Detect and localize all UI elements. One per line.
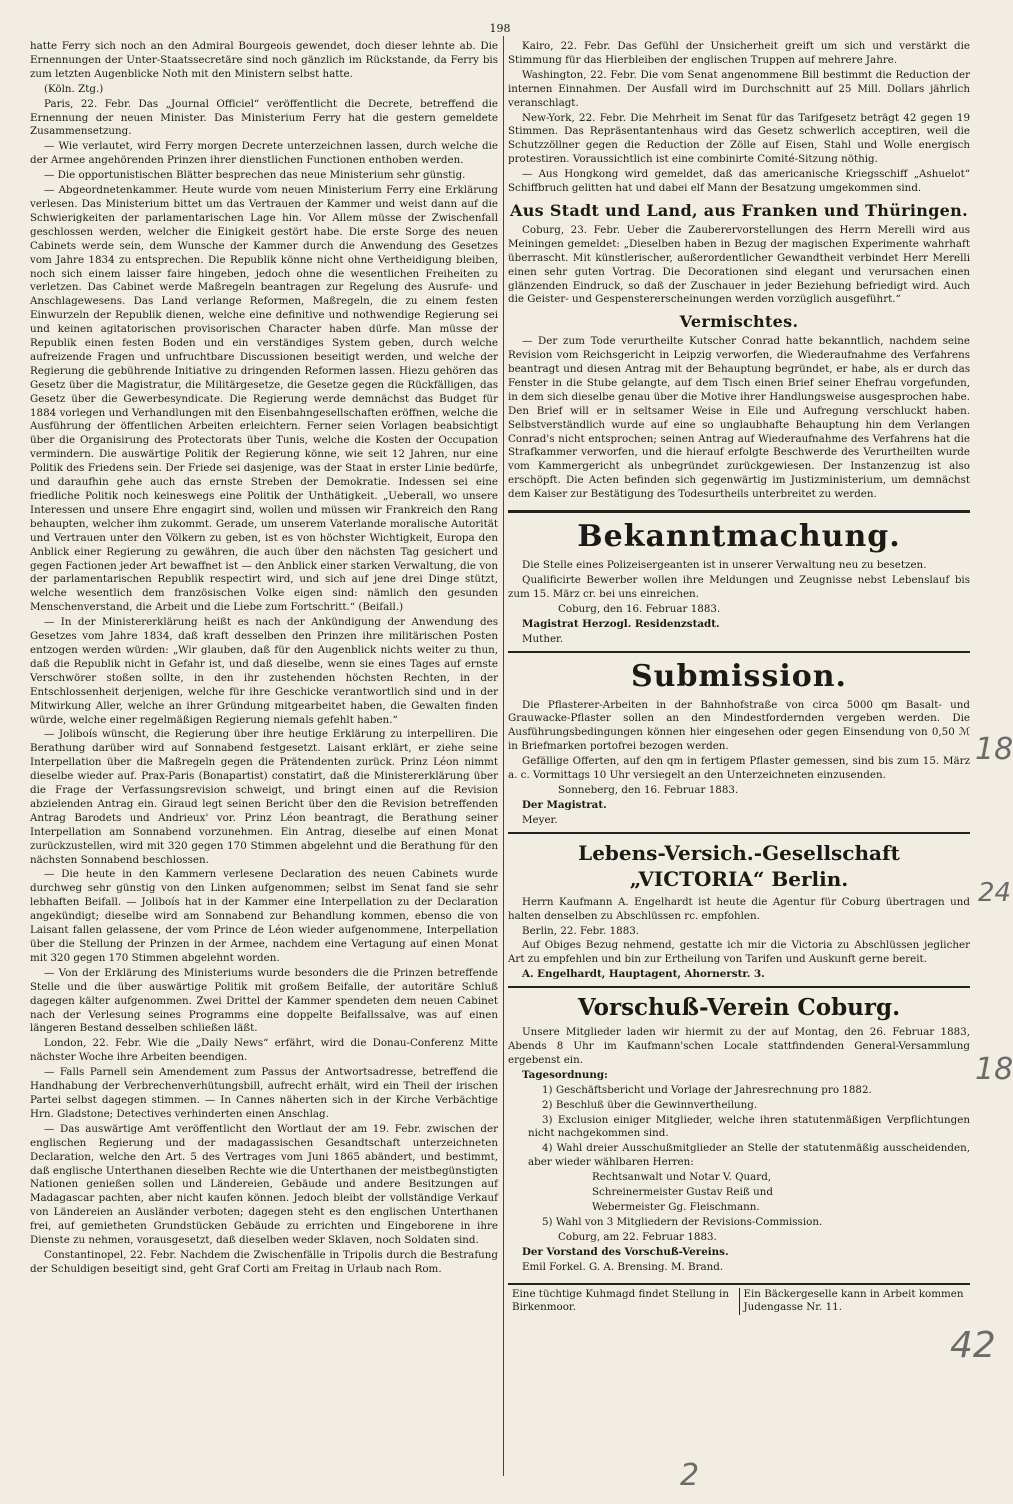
article-paragraph: London, 22. Febr. Wie die „Daily News“ erfährt, wird die Donau-Conferenz Mitte nächster Woche ihre Arbeiten beendigen. [30,1037,498,1064]
announcement-text: Qualificirte Bewerber wollen ihre Meldungen und Zeugnisse nebst Lebenslauf bis zum 15. März cr. bei uns einreichen. [508,574,970,600]
credit-union-place-date: Coburg, am 22. Februar 1883. [558,1230,717,1243]
classified-ads [508,1283,970,1316]
submission-place-date: Sonneberg, den 16. Februar 1883. [558,783,739,796]
left-column [30,40,498,1474]
agenda-subitem: Rechtsanwalt und Notar V. Quard, [592,1171,772,1184]
agenda-item: 1) Geschäftsbericht und Vorlage der Jahresrechnung pro 1882. [542,1083,872,1096]
credit-union-signature: Der Vorstand des Vorschuß-Vereins. [522,1245,729,1258]
misc-paragraph: — Der zum Tode verurtheilte Kutscher Conrad hatte bekanntlich, nachdem seine Revision vom Reichsgericht in Leipzig verworfen, die Wiederaufnahme des Verfahrens beantragt und diesen Antrag mit der Behauptung begründet, er habe, als er durch das Fenster in die Stube gelangte, auf dem Tisch einen Brief seiner Ehefrau vorgefunden, in dem sich dieselbe genau über die Motive ihrer Handlungsweise ausgesprochen habe. Den Brief will er in seltsamer Weise in Eile und Aufregung verschluckt haben. Selbstverständlich wurde auf eine so unglaubhafte Behauptung hin dem Verlangen Conrad's nicht entsprochen; seinen Antrag auf Wiederaufnahme des Verfahrens hat die Strafkammer verworfen, und die hierauf erfolgte Beschwerde des Verurtheilten wurde vom Kammergericht als unbegründet zurückgewiesen. Der Instanzenzug ist also erschöpft. Die Acten befinden sich gegenwärtig im Justizministerium, um demnächst dem Kaiser zur Bestätigung des Todesurtheils unterbreitet zu werden. [508,335,970,501]
insurance-text: Auf Obiges Bezug nehmend, gestatte ich mir die Victoria zu Abschlüssen jeglicher Art zu empfehlen und bin zur Ertheilung von Tarifen und Auskunft gerne bereit. [508,939,970,966]
agenda-subitem: Schreinermeister Gustav Reiß und [592,1186,773,1199]
classified-ad: Eine tüchtige Kuhmagd findet Stellung in Birkenmoor. [512,1287,729,1314]
article-paragraph: — Die heute in den Kammern verlesene Declaration des neuen Cabinets wurde durchweg sehr günstig von den Linken aufgenommen; selbst im Senat fand sie sehr lebhaften Beifall. — Joliboís hat in der Kammer eine Interpellation zu der Declaration angekündigt; dieselbe wird am Sonnabend zur Behandlung kommen, ebenso die von Laisant fallen gelassene, der vom Prince de Léon wieder aufgenommene, Interpellation über die Stellung der Prinzen in der Armee, nachdem eine Vertagung auf einen Monat mit 320 gegen 170 Stimmen abgelehnt worden. [30,868,498,964]
insurance-signature: A. Engelhardt, Hauptagent, Ahornerstr. 3. [522,968,765,981]
section-heading-miscellaneous: Vermischtes. [679,312,799,332]
article-paragraph: hatte Ferry sich noch an den Admiral Bourgeois gewendet, doch dieser lehnte ab. Die Ernennungen der Unter-Staatssecretäre sind noch gänzlich im Rückstande, da Ferry bis zum letzten Augenblicke Noth mit den Ministern selbst hatte. [30,40,498,80]
submission-text: Gefällige Offerten, auf den qm in fertigem Pflaster gemessen, sind bis zum 15. März a. c. Vormittags 10 Uhr versiegelt an den Unterzeichneten einzusenden. [508,755,970,782]
insurance-text: Herrn Kaufmann A. Engelhardt ist heute die Agentur für Coburg übertragen und halten denselben zu Abschlüssen rc. empfohlen. [508,895,970,922]
credit-union-ad [508,986,970,1278]
agenda-item: 5) Wahl von 3 Mitgliedern der Revisions-Commission. [542,1215,823,1228]
page-number: 198 [489,22,511,35]
news-paragraph: Washington, 22. Febr. Die vom Senat angenommene Bill bestimmt die Reduction der internen Einnahmen. Der Ausfall wird im Durchschnitt auf 25 Mill. Dollars jährlich veranschlagt. [508,68,970,109]
submission-text: Die Pflasterer-Arbeiten in der Bahnhofstraße von circa 5000 qm Basalt- und Grauwacke-Pflaster sollen an den Mindestfordernden vergeben werden. Die Ausführungsbedingungen können hier eingesehen oder gegen Einsendung von 0,50 ℳ in Briefmarken portofrei bezogen werden. [508,698,970,753]
news-paragraph: Kairo, 22. Febr. Das Gefühl der Unsicherheit greift um sich und verstärkt die Stimmung für das Hierbleiben der englischen Truppen auf mehrere Jahre. [508,40,970,66]
pencil-margin-mark: 2 [680,1458,700,1493]
article-paragraph: — Von der Erklärung des Ministeriums wurde besonders die die Prinzen betreffende Stelle und die über auswärtige Politik mit großem Beifalle, der autoritäre Schluß dagegen kälter aufgenommen. Zwei Drittel der Kammer spendeten dem neuen Cabinet nach der Verlesung seines Programms eine doppelte Beifallssalve, was auf einen längeren Bestand desselben schließen läßt. [30,966,498,1035]
insurance-title: Lebens-Versich.-Gesellschaft „VICTORIA“ Berlin. [578,840,900,891]
article-paragraph: Paris, 22. Febr. Das „Journal Officiel“ veröffentlicht die Decrete, betreffend die Ernennung der neuen Minister. Das Ministerium Ferry hat die gestern gemeldete Zusammensetzung. [30,97,498,138]
announcement-text: Die Stelle eines Polizeisergeanten ist in unserer Verwaltung neu zu besetzen. [522,559,927,572]
credit-union-title: Vorschuß-Verein Coburg. [577,994,901,1022]
article-paragraph: — Die opportunistischen Blätter besprechen das neue Ministerium sehr günstig. [44,169,466,182]
insurance-place-date: Berlin, 22. Febr. 1883. [522,924,640,937]
agenda-item: 3) Exclusion einiger Mitglieder, welche ihren statutenmäßigen Verpflichtungen nicht nachgekommen sind. [528,1113,970,1140]
announcement-ad [508,510,970,650]
source-credit: (Köln. Ztg.) [44,82,104,95]
submission-ad [508,651,970,832]
news-paragraph: — Aus Hongkong wird gemeldet, daß das americanische Kriegsschiff „Ashuelot“ Schiffbruch gelitten hat und dabei elf Mann der Besatzung umgekommen sind. [508,168,970,195]
agenda-item: 4) Wahl dreier Ausschußmitglieder an Stelle der statutenmäßig ausscheidenden, aber wieder wählbaren Herren: [528,1142,970,1169]
pencil-margin-mark: 18 [975,1052,1013,1087]
announcement-signer: Muther. [522,632,564,645]
local-news-paragraph: Coburg, 23. Febr. Ueber die Zauberervorstellungen des Herrn Merelli wird aus Meiningen gemeldet: „Dieselben haben in Bezug der magischen Experimente wahrhaft überrascht. Mit künstlerischer, außerordentlicher Gewandtheit verbindet Herr Merelli einen sehr guten Vortrag. Die Decorationen sind elegant und verursachen einen glänzenden Eindruck, so daß der Zuschauer in jeder Beziehung befriedigt wird. Auch die Geister- und Gespenstererscheinungen werden vorzüglich ausgeführt.“ [508,223,970,306]
news-paragraph: New-York, 22. Febr. Die Mehrheit im Senat für das Tarifgesetz beträgt 42 gegen 19 Stimmen. Das Repräsentantenhaus wird das Gesetz schwerlich acceptiren, weil die Schutzzöllner gegen die Reduction der Zölle auf Eisen, Stahl und Wolle energisch protestiren. Voraussichtlich ist eine combinirte Comité-Sitzung nöthig. [508,111,970,166]
pencil-margin-mark: 42 [950,1325,996,1366]
announcement-signature: Magistrat Herzogl. Residenzstadt. [522,617,720,630]
pencil-margin-mark: 24 [978,878,1012,908]
credit-union-intro: Unsere Mitglieder laden wir hiermit zu der auf Montag, den 26. Februar 1883, Abends 8 Uhr im Kaufmann'schen Locale stattfindenden General-Versammlung ergebenst ein. [508,1026,970,1066]
column-divider [503,36,504,1476]
article-paragraph: Constantinopel, 22. Febr. Nachdem die Zwischenfälle in Tripolis durch die Bestrafung der Schuldigen beseitigt sind, geht Graf Corti am Freitag in Urlaub nach Rom. [30,1248,498,1275]
agenda-title: Tagesordnung: [522,1068,608,1081]
article-paragraph: — Wie verlautet, wird Ferry morgen Decrete unterzeichnen lassen, durch welche die der Armee angehörenden Prinzen ihrer dienstlichen Functionen enthoben werden. [30,140,498,167]
section-heading-local-news: Aus Stadt und Land, aus Franken und Thüringen. [510,200,968,220]
classified-ad: Ein Bäckergeselle kann in Arbeit kommen Judengasse Nr. 11. [739,1288,971,1316]
article-paragraph: — In der Ministererklärung heißt es nach der Ankündigung der Anwendung des Gesetzes vom Jahre 1834, daß kraft desselben den Prinzen ihre militärischen Posten entzogen werden würden: „Wir glauben, daß für den Augenblick nichts weiter zu thun, daß die Republik nicht in Gefahr ist, und daß dieselbe, wenn sie eines Tages auf ernste Verschwörer stoßen sollte, in den ihr zustehenden höchsten Rechten, in der Entschlossenheit derjenigen, welche für ihre Geschicke verantwortlich sind und in der Mitwirkung Aller, welche an ihrer Gründung mitgearbeitet haben, die Gewalten finden würde, welche einer regelmäßigen Regierung niemals gefehlt haben.“ [30,616,498,726]
right-column [508,40,970,1474]
announcement-place-date: Coburg, den 16. Februar 1883. [558,602,721,615]
announcement-title: Bekanntmachung. [577,519,901,555]
submission-title: Submission. [630,658,848,694]
article-paragraph: — Das auswärtige Amt veröffentlicht den Wortlaut der am 19. Febr. zwischen der englischen Regierung und der madagassischen Gesandtschaft unterzeichneten Declaration, welche den Art. 5 des Vertrages vom Juni 1865 abändert, und bestimmt, daß englische Unterthanen dieselben Rechte wie die Unterthanen der meistbegünstigten Nationen genießen sollen und Ländereien, Gebäude und andere Besitzungen auf Madagascar pachten, aber nicht kaufen können. Jedoch bleibt der vollständige Verkauf von Ländereien an Ausländer verboten; dagegen steht es den englischen Unterthanen frei, auf gemietheten Grundstücken Gebäude zu errichten und Eingeborene in ihre Dienste zu nehmen, vorausgesetzt, daß dieselben weder Sklaven, noch Soldaten sind. [30,1122,498,1247]
insurance-ad [508,832,970,986]
agenda-item: 2) Beschluß über die Gewinnvertheilung. [542,1098,758,1111]
submission-signer: Meyer. [522,813,558,826]
agenda-subitem: Webermeister Gg. Fleischmann. [592,1201,760,1213]
article-paragraph: — Abgeordnetenkammer. Heute wurde vom neuen Ministerium Ferry eine Erklärung verlesen. Das Ministerium bittet um das Vertrauen der Kammer und weist dann auf die Schwierigkeiten der parlamentarischen Lage hin. Vor Allem müsse der Zwischenfall geschlossen werden, welcher die Einigkeit gestört habe. Die erste Sorge des neuen Cabinets werde sein, dem Wunsche der Kammer durch die Anwendung des Gesetzes vom Jahre 1834 zu entsprechen. Die Republik könne nicht ohne Vertheidigung bleiben, noch sich einem laisser faire hingeben, jedoch ohne die wesentlichen Freiheiten zu verletzen. Das Cabinet werde Maßregeln beantragen zur Regelung des Ausrufe- und Anschlagewesens. Das Land verlange Reformen, Maßregeln, die zu einem festen Einwurzeln der Republik dienen, welche eine definitive und nothwendige Regierung sei und keinen agitatorischen provisorischen Character haben dürfe. Man müsse der Republik einen festen Boden und ein verständiges System geben, durch welche aufreizende Fragen und unfruchtbare Discussionen beseitigt werden, und welche der Regierung die gebührende Initiative zu dringenden Reformen lassen. Hiezu gehören das Gesetz über die Magistratur, die Militärgesetze, die Gesetze gegen die Rückfälligen, das Gesetz über die Gewerbesyndicate. Die Regierung werde demnächst das Budget für 1884 vorlegen und Verhandlungen mit den Eisenbahngesellschaften eröffnen, welche die Ausführung der öffentlichen Arbeiten erleichtern. Ferner seien Vorlagen beabsichtigt über die Organisirung des Protectorats über Tunis, welche die Kosten der Occupation vermindern. Die auswärtige Politik der Regierung könne, wie seit 12 Jahren, nur eine Politik des Friedens sein. Der Friede sei dasjenige, was der Staat in erster Linie bedürfe, und daraufhin gehe auch das ernste Streben der Demokratie. Indessen sei eine friedliche Politik noch keineswegs eine Politik der Unthätigkeit. „Ueberall, wo unsere Interessen und unsere Ehre engagirt sind, wollen und müssen wir Frankreich den Rang behaupten, welcher ihm zukommt. Gerade, um unserem Vaterlande moralische Autorität und Vertrauen unter den Völkern zu geben, ist es von höchster Wichtigkeit, Europa den Anblick einer Regierung zu gewähren, die auch über den nächsten Tag gesichert und gegen Factionen jeder Art bewaffnet ist — den Anblick einer starken Verwaltung, die von der parlamentarischen Republik respectirt wird, und sich auf jene drei Dinge stützt, welche wesentlich dem französischen Volke eigen sind: nämlich den gesunden Menschenverstand, die Arbeit und die Liebe zum Fortschritt.“ (Beifall.) [30,184,498,614]
submission-signature: Der Magistrat. [522,798,607,811]
pencil-margin-mark: 18 [975,732,1013,767]
article-paragraph: — Joliboís wünscht, die Regierung über ihre heutige Erklärung zu interpelliren. Die Berathung darüber wird auf Sonnabend festgesetzt. Laisant erklärt, er ziehe seine Interpellation über die Maßregeln gegen die Prätendenten zurück. Prinz Léon nimmt dieselbe wieder auf. Prax-Paris (Bonapartist) constatirt, daß die Ministererklärung über die Frage der Verfassungsrevision schweigt, und bringt einen auf die Revision abzielenden Antrag ein. Giraud legt seinen Bericht über den die Revision betreffenden Antrag Barodets und Andrieux' vor. Prinz Léon beantragt, die Berathung seiner Interpellation am Sonnabend vorzunehmen. Ein Antrag, dieselbe auf einen Monat zurückzustellen, wird mit 320 gegen 170 Stimmen abgelehnt und die Berathung für den nächsten Sonnabend beschlossen. [30,728,498,866]
credit-union-signers: Emil Forkel. G. A. Brensing. M. Brand. [522,1260,724,1273]
article-paragraph: — Falls Parnell sein Amendement zum Passus der Antwortsadresse, betreffend die Handhabung der Verbrechenverhütungsbill, aufrecht erhält, wird ein Theil der irischen Partei selbst dagegen stimmen. — In Cannes näherten sich in der Kirche Verbächtige Hrn. Gladstone; Detectives verhinderten einen Anschlag. [30,1066,498,1120]
